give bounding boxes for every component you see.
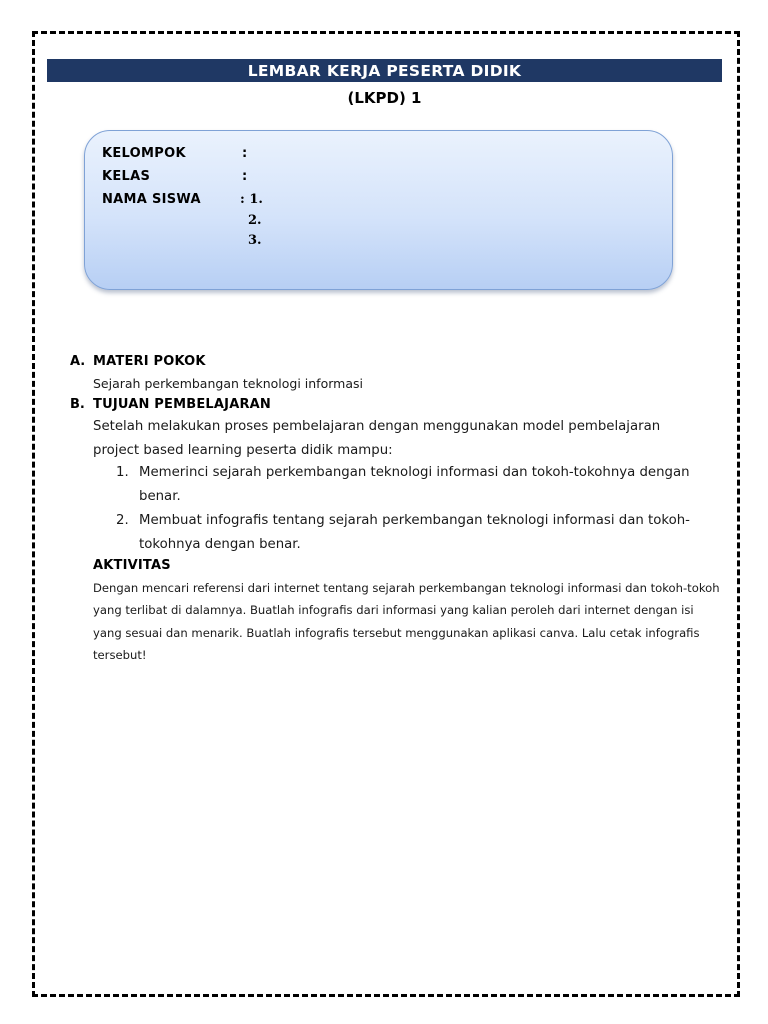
- section-b-letter: B.: [70, 397, 85, 412]
- nama-siswa-label: NAMA SISWA: [102, 192, 201, 207]
- objective-2-number: 2.: [116, 513, 129, 528]
- section-a-letter: A.: [70, 354, 86, 369]
- nama-siswa-number-1: : 1.: [240, 192, 263, 207]
- section-a-heading: MATERI POKOK: [93, 354, 206, 369]
- section-b-intro: Setelah melakukan proses pembelajaran dengan menggunakan model pembelajaran project based learning peserta didik mampu:: [93, 419, 661, 458]
- kelompok-label: KELOMPOK: [102, 146, 186, 161]
- section-a-text: Sejarah perkembangan teknologi informasi: [93, 376, 363, 391]
- objective-1-text: Memerinci sejarah perkembangan teknologi informasi dan tokoh-tokohnya dengan benar.: [139, 465, 690, 504]
- aktivitas-heading: AKTIVITAS: [93, 558, 171, 573]
- page-subtitle: (LKPD) 1: [347, 89, 422, 107]
- objective-2-text: Membuat infografis tentang sejarah perkembangan teknologi informasi dan tokoh-tokohnya dengan benar.: [139, 513, 690, 552]
- section-b-heading: TUJUAN PEMBELAJARAN: [93, 397, 272, 412]
- page-title: LEMBAR KERJA PESERTA DIDIK: [47, 59, 722, 82]
- kelas-label: KELAS: [102, 169, 151, 184]
- kelas-colon: :: [242, 169, 248, 184]
- kelompok-colon: :: [242, 146, 248, 161]
- aktivitas-text: Dengan mencari referensi dari internet tentang sejarah perkembangan teknologi informasi dan tokoh-tokoh yang terlibat di dalamnya. Buatlah infografis dari informasi yang kalian peroleh dari internet dengan isi yang sesuai dan menarik. Buatlah infografis tersebut menggunakan aplikasi canva. Lalu cetak infografis tersebut!: [93, 581, 720, 662]
- nama-siswa-number-3: 3.: [248, 233, 262, 248]
- objective-1-number: 1.: [116, 465, 129, 480]
- nama-siswa-number-2: 2.: [248, 213, 262, 228]
